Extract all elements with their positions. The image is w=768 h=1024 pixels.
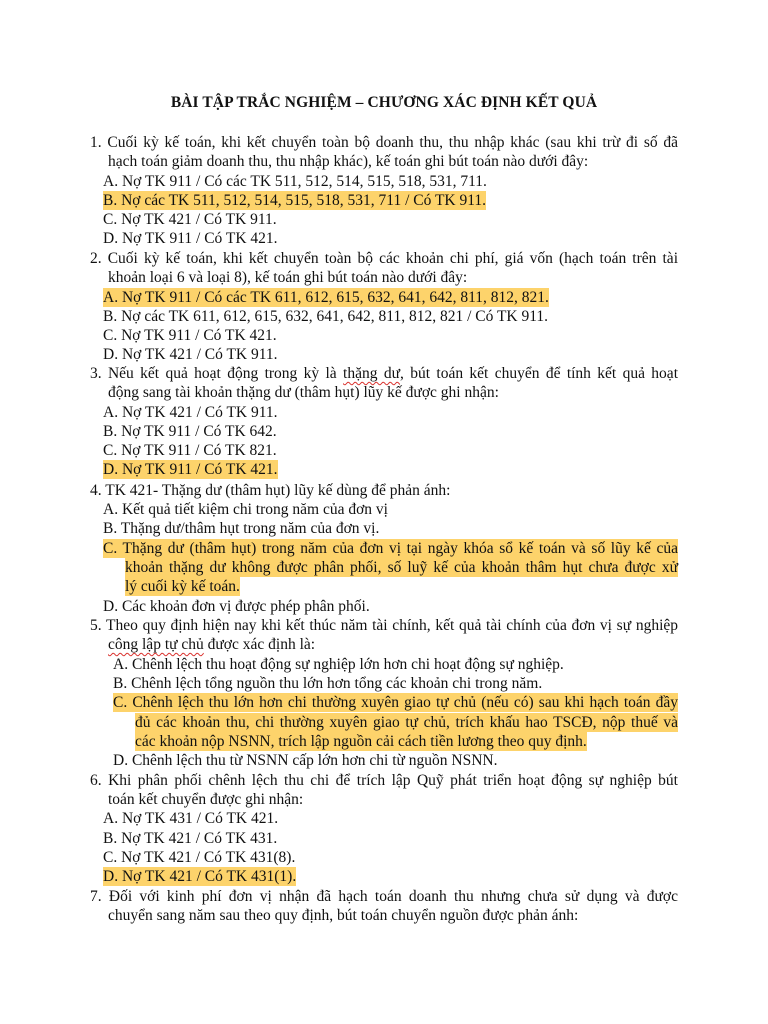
option-b: B. Nợ TK 911 / Có TK 642. [103,423,277,440]
option-a: A. Nợ TK 421 / Có TK 911. [103,404,278,421]
option-b-answer: B. Nợ các TK 511, 512, 514, 515, 518, 531, 711 / Có TK 911. [103,192,487,209]
option-b: B. Nợ các TK 611, 612, 615, 632, 641, 642, 811, 812, 821 / Có TK 911. [103,308,549,325]
question-text: 4. TK 421- Thặng dư (thâm hụt) lũy kế dùng để phản ánh: [90,482,451,499]
option-d: D. Chênh lệch thu từ NSNN cấp lớn hơn chi từ nguồn NSNN. [113,752,498,769]
question-text: toán kết chuyển được ghi nhận: [108,791,304,808]
option-d-answer: D. Nợ TK 421 / Có TK 431(1). [103,868,297,885]
option-a-answer: A. Nợ TK 911 / Có các TK 611, 612, 615, 632, 641, 642, 811, 812, 821. [103,289,549,306]
option-c-answer: C. Thặng dư (thâm hụt) trong năm của đơn vị tại ngày khóa sổ kế toán và số lũy kế của [103,540,678,557]
option-a: A. Chênh lệch thu hoạt động sự nghiệp lớn hơn chi hoạt động sự nghiệp. [113,656,564,673]
option-c: C. Nợ TK 911 / Có TK 821. [103,442,277,459]
question-text: 6. Khi phân phối chênh lệch thu chi để trích lập Quỹ phát triển hoạt động sự nghiệp bút [90,772,678,789]
spellcheck-mark: công lập tự chủ [108,636,204,653]
option-a: A. Nợ TK 431 / Có TK 421. [103,810,279,827]
question-text: công lập tự chủ được xác định là: [108,636,316,653]
spellcheck-mark: thặng dư [343,365,400,382]
option-b: B. Chênh lệch tổng nguồn thu lớn hơn tổng các khoản chi trong năm. [113,675,543,692]
question-text: 5. Theo quy định hiện nay khi kết thúc năm tài chính, kết quả tài chính của đơn vị sự nghiệp [90,617,678,634]
question-text: động sang tài khoản thặng dư (thâm hụt) lũy kế được ghi nhận: [108,384,499,401]
option-c-answer-cont: khoản thặng dư không được phân phối, số luỹ kế của khoản thâm hụt chưa được xử [125,559,678,576]
option-d: D. Các khoản đơn vị được phép phân phối. [103,598,370,615]
question-text: 2. Cuối kỳ kế toán, khi kết chuyển toàn bộ các khoản chi phí, giá vốn (hạch toán trên tài [90,250,678,267]
option-a: A. Nợ TK 911 / Có các TK 511, 512, 514, 515, 518, 531, 711. [103,173,487,190]
option-c: C. Nợ TK 911 / Có TK 421. [103,327,277,344]
option-a: A. Kết quả tiết kiệm chi trong năm của đơn vị [103,501,388,518]
question-text: khoản loại 6 và loại 8), kế toán ghi bút toán nào dưới đây: [108,269,468,286]
option-c-answer-cont: đủ các khoản thu, chi thường xuyên giao tự chủ, trích khấu hao TSCĐ, nộp thuế và [135,714,678,731]
question-text: 7. Đối với kinh phí đơn vị nhận đã hạch toán doanh thu nhưng chưa sử dụng và được [90,888,678,905]
question-text: chuyển sang năm sau theo quy định, bút toán chuyển nguồn được phản ánh: [108,907,579,924]
option-c: C. Nợ TK 421 / Có TK 911. [103,211,277,228]
option-d: D. Nợ TK 911 / Có TK 421. [103,230,278,247]
option-c-answer-cont: các khoản nộp NSNN, trích lập nguồn cải cách tiền lương theo quy định. [135,733,587,750]
option-c: C. Nợ TK 421 / Có TK 431(8). [103,849,296,866]
option-d-answer: D. Nợ TK 911 / Có TK 421. [103,461,278,478]
document-title: BÀI TẬP TRẮC NGHIỆM – CHƯƠNG XÁC ĐỊNH KẾT QUẢ [170,94,598,111]
option-c-answer-cont: lý cuối kỳ kế toán. [125,578,240,595]
question-text: 1. Cuối kỳ kế toán, khi kết chuyển toàn bộ doanh thu, thu nhập khác (sau khi trừ đi số đã [90,134,678,151]
option-c-answer: C. Chênh lệch thu lớn hơn chi thường xuyên giao tự chủ (nếu có) sau khi hạch toán đầy [113,694,678,711]
question-text: 3. Nếu kết quả hoạt động trong kỳ là thặng dư, bút toán kết chuyển để tính kết quả hoạt [90,365,678,382]
option-b: B. Nợ TK 421 / Có TK 431. [103,830,278,847]
question-text: hạch toán giảm doanh thu, thu nhập khác), kế toán ghi bút toán nào dưới đây: [108,153,589,170]
option-b: B. Thặng dư/thâm hụt trong năm của đơn vị. [103,520,380,537]
option-d: D. Nợ TK 421 / Có TK 911. [103,346,278,363]
